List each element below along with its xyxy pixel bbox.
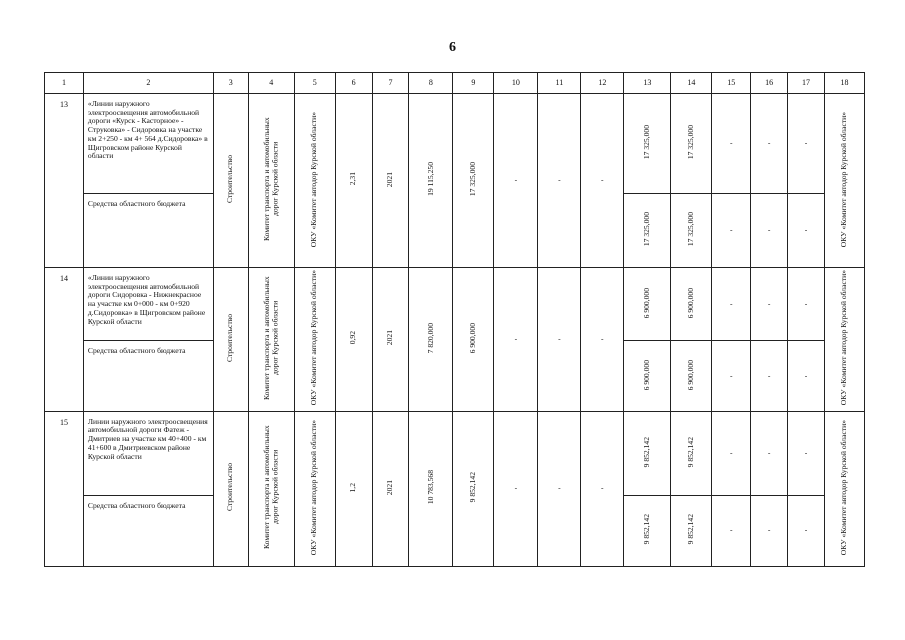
col15-value: -	[712, 94, 751, 194]
col18-executor	[824, 268, 864, 412]
object-name: «Линии наружного электроосвещения автомобильной дороги «Курск - Касторное» - Струковка» - Сидоровка на участке км 2+250 - км 4+ 564 д.Сидоровка» в Щигровском районе Курской области	[83, 94, 213, 194]
work-type	[213, 268, 248, 412]
col11-value: -	[538, 268, 581, 412]
column-header: 15	[712, 73, 751, 94]
sub-col13-value	[624, 194, 671, 268]
col17-value: -	[788, 268, 825, 341]
capacity	[335, 268, 372, 412]
year	[372, 94, 409, 268]
sub-col13-value-text: 9 852,142	[641, 514, 651, 545]
col10-value: -	[494, 94, 538, 268]
object-name: Линии наружного электроосвещения автомобильной дороги Фатеж - Дмитриев на участке км 40+400 - км 41+600 в Дмитриевском районе Курской области	[83, 411, 213, 495]
col12-value: -	[581, 411, 624, 566]
capacity-text: 0,92	[348, 331, 358, 345]
col15-value: -	[712, 268, 751, 341]
total-cost-text: 9 852,142	[468, 472, 477, 503]
capacity-text: 1,2	[348, 482, 358, 493]
sub-col13-value-text: 17 325,000	[641, 212, 651, 247]
col13-value-text: 17 325,000	[641, 125, 651, 160]
funding-source: Средства областного бюджета	[83, 341, 213, 411]
estimated-cost	[409, 268, 453, 412]
column-header: 12	[581, 73, 624, 94]
column-header: 1	[45, 73, 84, 94]
header-row	[45, 73, 865, 94]
col16-value: -	[751, 268, 788, 341]
sub-col15-value: -	[712, 341, 751, 411]
sub-col15-value: -	[712, 495, 751, 566]
column-header: 2	[83, 73, 213, 94]
column-header: 14	[671, 73, 712, 94]
total-cost	[453, 411, 494, 566]
year	[372, 268, 409, 412]
sub-col16-value: -	[751, 495, 788, 566]
col14-value	[671, 411, 712, 495]
customer-text: Комитет транспорта и автомобильных дорог Курской области	[261, 276, 280, 400]
col14-value	[671, 94, 712, 194]
year-text: 2021	[385, 171, 395, 187]
col14-value	[671, 268, 712, 341]
work-type-text: Строительство	[225, 155, 235, 204]
column-header: 9	[453, 73, 494, 94]
year-text: 2021	[385, 330, 395, 346]
executor	[294, 411, 335, 566]
executor-text: ОКУ «Комитет автодор Курской области»	[309, 270, 319, 406]
row-number: 14	[45, 268, 84, 412]
executor-text: ОКУ «Комитет автодор Курской области»	[309, 419, 319, 555]
column-header: 17	[788, 73, 825, 94]
estimated-cost-text: 19 115,250	[425, 162, 435, 197]
sub-col14-value	[671, 194, 712, 268]
work-type	[213, 94, 248, 268]
sub-col15-value: -	[712, 194, 751, 268]
customer-text: Комитет транспорта и автомобильных дорог Курской области	[261, 425, 280, 550]
sub-col14-value	[671, 495, 712, 566]
col13-value	[624, 411, 671, 495]
sub-col17-value: -	[788, 341, 825, 411]
col18-executor	[824, 411, 864, 566]
total-cost-text: 17 325,000	[468, 162, 477, 197]
customer	[248, 268, 294, 412]
col12-value: -	[581, 268, 624, 412]
col11-value: -	[538, 94, 581, 268]
sub-col14-value-text: 17 325,000	[686, 212, 695, 247]
col10-value: -	[494, 411, 538, 566]
estimated-cost	[409, 411, 453, 566]
work-type-text: Строительство	[225, 314, 235, 362]
customer	[248, 94, 294, 268]
executor-text: ОКУ «Комитет автодор Курской области»	[309, 111, 319, 247]
work-type	[213, 411, 248, 566]
executor	[294, 268, 335, 412]
column-header: 4	[248, 73, 294, 94]
col12-value: -	[581, 94, 624, 268]
sub-col14-value-text: 9 852,142	[686, 514, 695, 545]
col13-value-text: 9 852,142	[641, 436, 651, 468]
total-cost	[453, 268, 494, 412]
row-number: 15	[45, 411, 84, 566]
col14-value-text: 17 325,000	[686, 125, 695, 160]
customer-text: Комитет транспорта и автомобильных дорог Курской области	[261, 117, 280, 241]
sub-col17-value: -	[788, 194, 825, 268]
column-header: 3	[213, 73, 248, 94]
column-header: 7	[372, 73, 409, 94]
col13-value	[624, 94, 671, 194]
estimated-cost-text: 7 820,000	[425, 322, 435, 354]
page-number: 6	[449, 40, 456, 55]
col17-value: -	[788, 411, 825, 495]
sub-col13-value	[624, 495, 671, 566]
column-header: 18	[824, 73, 864, 94]
capacity-text: 2,31	[348, 172, 358, 186]
table-row	[45, 411, 865, 495]
column-header: 11	[538, 73, 581, 94]
column-header: 10	[494, 73, 538, 94]
col14-value-text: 6 900,000	[686, 287, 695, 319]
column-header: 13	[624, 73, 671, 94]
col18-executor-text: ОКУ «Комитет автодор Курской области»	[839, 270, 849, 406]
total-cost	[453, 94, 494, 268]
col18-executor-text: ОКУ «Комитет автодор Курской области»	[839, 111, 849, 247]
col11-value: -	[538, 411, 581, 566]
capacity	[335, 94, 372, 268]
capacity	[335, 411, 372, 566]
column-header: 8	[409, 73, 453, 94]
sub-col16-value: -	[751, 341, 788, 411]
column-header: 5	[294, 73, 335, 94]
year-text: 2021	[385, 479, 395, 495]
work-type-text: Строительство	[225, 463, 235, 512]
column-header: 6	[335, 73, 372, 94]
sub-col14-value	[671, 341, 712, 411]
sub-col16-value: -	[751, 194, 788, 268]
col14-value-text: 9 852,142	[686, 436, 695, 468]
col15-value: -	[712, 411, 751, 495]
col10-value: -	[494, 268, 538, 412]
estimated-cost	[409, 94, 453, 268]
sub-col14-value-text: 6 900,000	[686, 359, 695, 390]
col17-value: -	[788, 94, 825, 194]
col13-value-text: 6 900,000	[641, 287, 651, 319]
row-number: 13	[45, 94, 84, 268]
table-row	[45, 94, 865, 194]
sub-col13-value-text: 6 900,000	[641, 359, 651, 390]
col16-value: -	[751, 411, 788, 495]
register-table	[44, 72, 865, 567]
estimated-cost-text: 10 783,568	[425, 470, 435, 505]
sub-col13-value	[624, 341, 671, 411]
object-name: «Линии наружного электроосвещения автомобильной дороги Сидоровка - Нижнекрасное на участке км 0+000 - км 0+920 д.Сидоровка» в Щигровском районе Курской области	[83, 268, 213, 341]
customer	[248, 411, 294, 566]
col18-executor-text: ОКУ «Комитет автодор Курской области»	[839, 419, 849, 555]
funding-source: Средства областного бюджета	[83, 194, 213, 268]
year	[372, 411, 409, 566]
col18-executor	[824, 94, 864, 268]
table-row	[45, 268, 865, 341]
sub-col17-value: -	[788, 495, 825, 566]
col13-value	[624, 268, 671, 341]
column-header: 16	[751, 73, 788, 94]
total-cost-text: 6 900,000	[468, 322, 477, 354]
funding-source: Средства областного бюджета	[83, 495, 213, 566]
executor	[294, 94, 335, 268]
col16-value: -	[751, 94, 788, 194]
